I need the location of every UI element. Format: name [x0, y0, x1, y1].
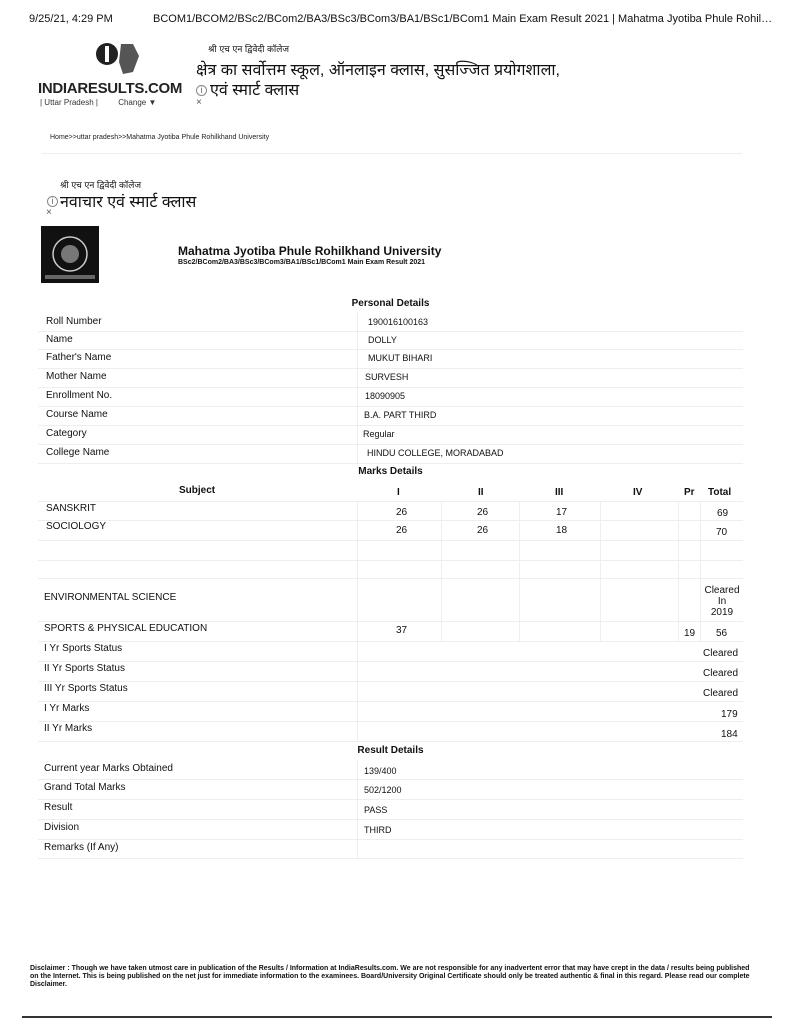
- ad-close-icon[interactable]: ×: [46, 207, 52, 218]
- field-label: Current year Marks Obtained: [44, 763, 173, 774]
- field-value: PASS: [364, 805, 388, 815]
- table-row: [38, 331, 743, 350]
- col-subject: Subject: [179, 485, 216, 496]
- field-label: Grand Total Marks: [44, 782, 126, 793]
- field-value: MUKUT BIHARI: [368, 353, 433, 363]
- ad-info-icon[interactable]: i: [196, 85, 207, 96]
- status-label: I Yr Sports Status: [44, 643, 123, 654]
- table-row: [38, 560, 743, 579]
- status-value: Cleared: [703, 688, 739, 699]
- university-logo: [41, 226, 99, 283]
- status-label: II Yr Marks: [44, 723, 93, 734]
- marks-details-heading: Marks Details: [358, 466, 423, 477]
- field-label: Remarks (If Any): [44, 842, 119, 853]
- status-value: Cleared: [703, 668, 739, 679]
- table-row: [38, 661, 743, 682]
- field-label: Category: [46, 428, 87, 439]
- subject-name: SPORTS & PHYSICAL EDUCATION: [44, 623, 208, 634]
- print-datetime: 9/25/21, 4:29 PM: [29, 13, 113, 25]
- university-name: Mahatma Jyotiba Phule Rohilkhand University: [178, 244, 442, 258]
- ad-info-icon[interactable]: i: [47, 196, 58, 207]
- mark-ii: 26: [477, 525, 489, 536]
- ad-mid-org[interactable]: श्री एच एन द्विवेदी कॉलेज: [60, 180, 142, 190]
- status-value: 179: [721, 709, 738, 720]
- table-row: [38, 406, 743, 426]
- breadcrumb[interactable]: Home>>uttar pradesh>>Mahatma Jyotiba Phule Rohilkhand University: [50, 134, 270, 141]
- exam-title: BSc2/BCom2/BA3/BSc3/BCom3/BA1/BSc1/BCom1 Main Exam Result 2021: [178, 259, 426, 266]
- table-row: [38, 701, 743, 722]
- field-value: HINDU COLLEGE, MORADABAD: [367, 448, 504, 458]
- mark-iii: 18: [556, 525, 568, 536]
- status-value: Cleared: [703, 648, 739, 659]
- table-row: [38, 681, 743, 702]
- print-page-title: BCOM1/BCOM2/BSc2/BCom2/BA3/BSc3/BCom3/BA1/BSc1/BCom1 Main Exam Result 2021 | Mahatma Jyotiba Phule Rohil…: [153, 13, 773, 25]
- col-pr: Pr: [684, 487, 695, 498]
- table-row: [38, 779, 743, 800]
- logo-text: INDIARESULTS.COM: [38, 80, 183, 97]
- logo-location: [40, 98, 174, 107]
- field-value: B.A. PART THIRD: [364, 410, 437, 420]
- field-value: 502/1200: [364, 785, 402, 795]
- change-state-link[interactable]: Change ▼: [118, 98, 157, 107]
- subject-name: ENVIRONMENTAL SCIENCE: [44, 592, 177, 603]
- table-row: [38, 425, 743, 445]
- mark-pr: 19: [684, 628, 696, 639]
- ad-top-line2[interactable]: एवं स्मार्ट क्लास: [210, 82, 300, 99]
- subject-name: SOCIOLOGY: [46, 521, 107, 532]
- table-row: [38, 501, 743, 521]
- table-row: [38, 444, 743, 464]
- table-row: [38, 799, 743, 820]
- field-label: Enrollment No.: [46, 390, 113, 401]
- table-row: [38, 313, 743, 332]
- table-row: [38, 387, 743, 407]
- table-row: [38, 368, 743, 388]
- mark-total: 70: [716, 527, 728, 538]
- logo-emblem-icon: [93, 38, 141, 80]
- disclaimer: Disclaimer : Though we have taken utmost care in publication of the Results / Information at IndiaResults.com. We are not responsible for any inadvertent error that may have crept in the data / results being published on the Internet. This is being published on the net just for immediate information to the examinees. Board/University Original Certificate should only be treated authentic & final in this regard. Please read our complete Disclaimer.: [30, 965, 750, 988]
- ad-top-line1[interactable]: क्षेत्र का सर्वोत्तम स्कूल, ऑनलाइन क्लास, सुसज्जित प्रयोगशाला,: [196, 62, 561, 79]
- col-iv: IV: [633, 487, 643, 498]
- subject-name: SANSKRIT: [46, 503, 97, 514]
- table-row: [38, 349, 743, 369]
- col-i: I: [397, 487, 400, 498]
- state-label: | Uttar Pradesh |: [40, 98, 98, 107]
- cleared-status: [700, 585, 744, 618]
- table-row: [38, 520, 743, 541]
- mark-iii: 17: [556, 507, 568, 518]
- field-label: Roll Number: [46, 316, 102, 327]
- table-row: [38, 641, 743, 662]
- col-ii: II: [478, 487, 484, 498]
- field-label: College Name: [46, 447, 110, 458]
- field-value: 139/400: [364, 766, 397, 776]
- field-value: Regular: [363, 429, 395, 439]
- bottom-rule: [22, 1016, 772, 1018]
- mark-ii: 26: [477, 507, 489, 518]
- mark-i: 26: [396, 507, 408, 518]
- status-label: III Yr Sports Status: [44, 683, 128, 694]
- ad-top-org[interactable]: श्री एच एन द्विवेदी कॉलेज: [208, 44, 290, 54]
- divider: [42, 153, 742, 154]
- field-value: SURVESH: [365, 372, 409, 382]
- col-total: Total: [708, 487, 732, 498]
- status-line: 2019: [710, 607, 734, 618]
- table-row: [38, 721, 743, 742]
- university-seal-icon: [41, 226, 99, 283]
- table-row: [38, 839, 743, 859]
- status-line: Cleared: [704, 585, 740, 596]
- field-label: Division: [44, 822, 80, 833]
- field-label: Course Name: [46, 409, 108, 420]
- field-label: Father's Name: [46, 352, 112, 363]
- status-label: I Yr Marks: [44, 703, 90, 714]
- field-label: Result: [44, 802, 73, 813]
- result-details-heading: Result Details: [357, 745, 424, 756]
- personal-details-heading: Personal Details: [351, 298, 430, 309]
- field-value: 190016100163: [368, 317, 429, 327]
- field-value: THIRD: [364, 825, 392, 835]
- field-label: Name: [46, 334, 73, 345]
- mark-i: 26: [396, 525, 408, 536]
- table-row: [38, 760, 743, 780]
- status-label: II Yr Sports Status: [44, 663, 125, 674]
- field-label: Mother Name: [46, 371, 107, 382]
- ad-mid-line[interactable]: नवाचार एवं स्मार्ट क्लास: [60, 194, 197, 211]
- ad-close-icon[interactable]: ×: [196, 97, 202, 108]
- mark-i: 37: [396, 625, 408, 636]
- mark-total: 69: [717, 508, 729, 519]
- col-iii: III: [555, 487, 564, 498]
- table-row: [38, 819, 743, 840]
- field-value: DOLLY: [368, 335, 397, 345]
- mark-total: 56: [716, 628, 728, 639]
- field-value: 18090905: [365, 391, 406, 401]
- status-line: In: [717, 596, 727, 607]
- status-value: 184: [721, 729, 738, 740]
- table-row: [38, 540, 743, 561]
